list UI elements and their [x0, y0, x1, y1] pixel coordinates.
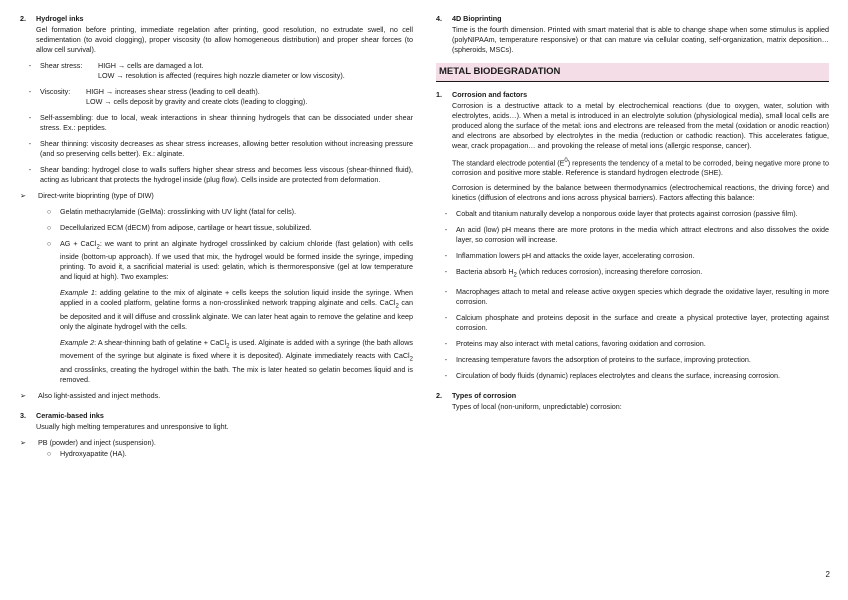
section-title: Types of corrosion: [452, 390, 517, 400]
list-item-shear-thinning: [20, 139, 413, 159]
right-column: [436, 14, 829, 412]
list-item-pb-inject: [20, 438, 413, 448]
arrow-bullet-icon: ➢: [20, 437, 27, 447]
section-title: Hydrogel inks: [36, 14, 84, 23]
direct-write-text: Direct-write bioprinting (type of DIW): [38, 191, 154, 200]
corrosion-paragraph-2: The standard electrode potential $(E^0)$ represents the tendency of a metal to be corroded, being negative more prone to corrosion and positive more stable. Reference is standard hydrogen electrode (SHE).: [452, 158, 830, 178]
factor-item: - Cobalt and titanium naturally develop a nonporous oxide layer that protects against corrosion (passive film).: [444, 209, 798, 219]
decm-text: Decellularized ECM (dECM) from adipose, cartilage or heart tissue, solubilized.: [60, 223, 312, 232]
list-item-shear-stress: [20, 61, 413, 81]
section-heading-hydrogel-inks: [20, 14, 413, 24]
factor-item-bacteria: - Bacteria absorb $H_2$ (which reduces corrosion), increasing therefore corrosion.: [444, 267, 703, 279]
section-number: 3.: [20, 410, 26, 420]
section-number: 4.: [436, 14, 442, 23]
page-number: 2: [825, 570, 830, 579]
list-item-hydroxyapatite: [20, 449, 413, 459]
section-band-metal-biodegradation: METAL BIODEGRADATION: [436, 63, 829, 82]
circle-bullet-icon: ○: [46, 239, 52, 248]
shear-banding-text: Shear banding: hydrogel close to walls suffers higher shear stress and becomes less viscous (shear-thinned fluid), acting as lubricant that protects the hydrogel inside (plug flow). Cells inside are protected from deformation.: [40, 165, 413, 184]
example-1: Example 1: adding gelatine to the mix of alginate + cells keeps the solution liquid inside the syringe. When applied in a cooled platform, gelatine forms a non-crosslinked network trapping alginate and cells. CaCl$_2$ can be deposited and it will diffuse and crosslink alginate. We can later heat again to remove the gelatine and keep only the alginate hydrogel with the cells.: [60, 288, 413, 331]
4d-bioprinting-text: Time is the fourth dimension. Printed with smart material that is able to change shape when some stimulus is applied (polyNIPAAm, temperature responsive) or that can mature via cellular coating, self-organization, matrix deposition… (spheroids, MSCs).: [452, 25, 829, 54]
section-title: 4D Bioprinting: [452, 14, 502, 23]
shear-thinning-text: Shear thinning: viscosity decreases as shear stress increases, allowing better resolution without increasing pressure (and so preserving cells better). Ex.: alginate.: [40, 139, 413, 158]
dash-bullet: -: [28, 61, 32, 70]
factor-item: - Circulation of body fluids (dynamic) replaces electrolytes and cleans the surface, increasing corrosion.: [444, 370, 780, 380]
dash-bullet: -: [28, 165, 32, 174]
factor-item: - Proteins may also interact with metal cations, favoring oxidation and corrosion.: [444, 338, 706, 348]
circle-bullet-icon: ○: [46, 448, 52, 458]
circle-bullet-icon: ○: [46, 207, 52, 216]
factor-item: - Inflammation lowers pH and attacks the oxide layer, accelerating corrosion.: [444, 251, 695, 261]
list-item-ag-cacl2: [20, 239, 413, 282]
dash-bullet: -: [28, 87, 32, 96]
section-heading-ceramic-inks: [20, 411, 413, 421]
arrow-bullet-icon: ➢: [20, 191, 27, 200]
dash-bullet: -: [28, 139, 32, 148]
example-2-label: Example 2: [60, 337, 95, 347]
types-of-corrosion-text: Types of local (non-uniform, unpredictable) corrosion:: [452, 401, 622, 411]
viscosity-low: LOW → cells deposit by gravity and create clots (leading to clogging).: [86, 97, 308, 106]
circle-bullet-icon: ○: [46, 223, 52, 232]
viscosity-high: HIGH → increases shear stress (leading to cell death).: [86, 87, 260, 96]
list-item-decm: [20, 223, 413, 233]
list-item-shear-banding: [20, 165, 413, 185]
left-column: [20, 14, 413, 459]
section-title: Corrosion and factors: [452, 90, 528, 99]
list-item-self-assembling: [20, 113, 413, 133]
light-assisted-text: Also light-assisted and inject methods.: [38, 390, 161, 400]
ceramic-intro: Usually high melting temperatures and unresponsive to light.: [36, 421, 229, 431]
section-heading-types-of-corrosion: [436, 391, 829, 401]
dash-bullet: -: [28, 113, 32, 122]
pb-inject-text: PB (powder) and inject (suspension).: [38, 437, 156, 447]
factor-item: - Calcium phosphate and proteins deposit in the surface and create a physical protective layer, protecting against corrosion.: [444, 312, 829, 332]
list-item-viscosity: [20, 87, 413, 107]
corrosion-paragraph-1: Corrosion is a destructive attack to a metal by electrochemical reactions (due to oxygen, water, solution with electrolytes, acids…). When a metal is introduced in an electrolyte solution (physiological media), small local cells are produced along the surface of the metal: ions and electrons are released from the metal (oxidation or anodic reaction) and electrons are absorbed by electrolytes in the media (reduction or cathodic reaction). This accelerates fatigue, wear, crack propagation… and provoking the release of metal ions (allergic response, cancer).: [452, 101, 829, 150]
ag-cacl2-text: AG + CaCl$_2$: we want to print an alginate hydrogel crosslinked by calcium chloride (fast gelation) with cells inside (bottom-up approach). If we used that mix, the hydrogel would be formed inside the syringe, impeding printing. To avoid it, a sacrificial material is used: gelatin, which is thermoresponsive (gel at low temperature and liquid at high). Two examples:: [60, 239, 413, 282]
shear-stress-high: HIGH → cells are damaged a lot.: [98, 61, 204, 70]
factor-item: - Increasing temperature favors the adsorption of proteins to the surface, improving protection.: [444, 354, 751, 364]
section-number: 2.: [436, 390, 442, 400]
factor-item: - An acid (low) pH means there are more protons in the media which attract electrons and also dissolves the oxide layer, so corrosion will increase.: [444, 225, 829, 245]
section-title: Ceramic-based inks: [36, 410, 104, 420]
factor-item: - Macrophages attach to metal and release active oxygen species which degrade the oxidative layer, resulting in more corrosion.: [444, 286, 829, 306]
shear-stress-label: Shear stress:: [40, 61, 83, 70]
corrosion-paragraph-3: Corrosion is determined by the balance between thermodynamics (electrochemical reactions, the driving force) and kinetics (diffusion of electrons and ions across physical barriers). Factors affecting this balance:: [452, 183, 829, 203]
example-2: Example 2: A shear-thinning bath of gelatine + CaCl$_2$ is used. Alginate is added with a syringe (the bath allows movement of the syringe but alginate is fixed where it is deposited). Alginate immediately reacts with CaCl$_2$ and crosslinks, creating the hydrogel within the bath. The mix is later heated so gelatin becomes liquid and is removed.: [60, 337, 413, 384]
gelma-text: Gelatin methacrylamide (GelMa): crosslinking with UV light (fatal for cells).: [60, 207, 297, 216]
hydrogel-intro: Gel formation before printing, immediate regelation after printing, good resolution, no extrudate swell, no cell sedimentation (to avoid clogging), proper viscosity (to allow homogeneous distribution) and proper shear forces (to allow cell survival).: [36, 25, 413, 54]
list-item-light-assisted: [20, 391, 413, 401]
list-item-direct-write: [20, 191, 413, 201]
section-heading-corrosion: [436, 90, 829, 100]
arrow-bullet-icon: ➢: [20, 390, 27, 400]
section-heading-4d-bioprinting: [436, 14, 829, 24]
viscosity-label: Viscosity:: [40, 87, 71, 96]
self-assembling-text: Self-assembling: due to local, weak interactions in shear thinning hydrogels that can be dissociated under shear stress. Ex.: peptides.: [40, 113, 413, 132]
hydroxyapatite-text: Hydroxyapatite (HA).: [60, 448, 127, 458]
list-item-gelma: [20, 207, 413, 217]
example-1-label: Example 1: [60, 288, 95, 298]
shear-stress-low: LOW → resolution is affected (requires high nozzle diameter or low viscosity).: [98, 71, 345, 80]
section-number: 2.: [20, 14, 26, 23]
section-number: 1.: [436, 90, 442, 99]
